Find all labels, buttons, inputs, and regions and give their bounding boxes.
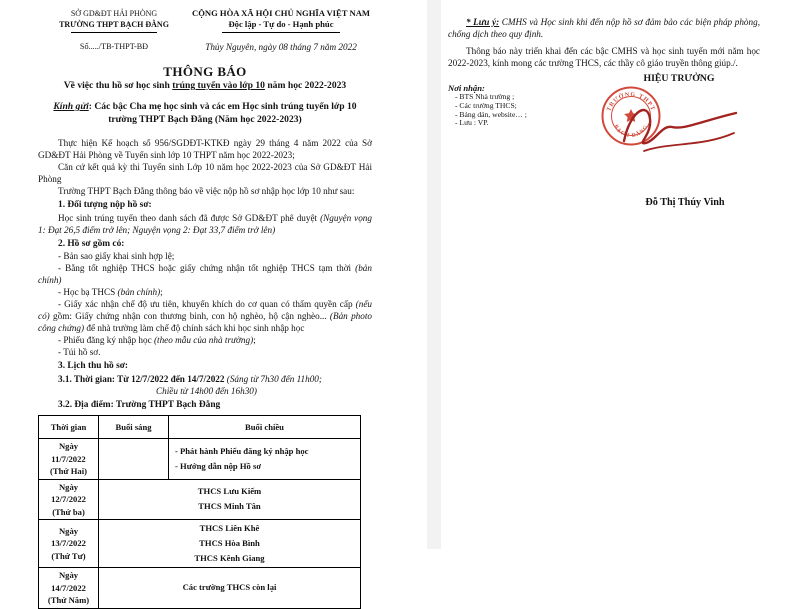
page-1 bbox=[38, 8, 372, 609]
section-2-heading: 2. Hồ sơ gồm có: bbox=[58, 238, 125, 249]
recipient-item: - Bảng dán, website… ; bbox=[455, 109, 527, 119]
recipients-block bbox=[448, 83, 527, 128]
motto-rule bbox=[222, 32, 340, 33]
document-header bbox=[38, 8, 372, 53]
org-rule bbox=[71, 32, 157, 33]
signer-title: HIỆU TRƯỞNG bbox=[643, 73, 715, 84]
national-motto: Độc lập - Tự do - Hạnh phúc bbox=[228, 19, 334, 29]
schedule-time: 3.1. Thời gian: Từ 12/7/2022 đến 14/7/2022 (Sáng từ 7h30 đến 11h00; bbox=[58, 373, 322, 384]
national-title: CỘNG HÒA XÃ HỘI CHỦ NGHĨA VIỆT NAM bbox=[191, 8, 371, 18]
page-2 bbox=[448, 14, 760, 223]
section-3-heading: 3. Lịch thu hồ sơ: bbox=[58, 361, 129, 371]
table-row: Ngày 12/7/2022 (Thứ ba) THCS Lưu Kiếm THCS Minh Tân bbox=[39, 479, 361, 520]
signature-scribble-icon bbox=[610, 95, 750, 165]
national-motto-block bbox=[190, 8, 372, 53]
schedule-table bbox=[38, 415, 361, 609]
schedule-time-2: Chiều từ 14h00 đến 16h30) bbox=[156, 385, 257, 396]
dossier-item: - Bằng tốt nghiệp THCS hoặc giấy chứng nhận tốt nghiệp THCS tạm thời (bản chính) bbox=[38, 263, 372, 285]
svg-text:BẠCH ĐẰNG: BẠCH ĐẰNG bbox=[612, 123, 650, 140]
section-1-heading: 1. Đối tượng nộp hồ sơ: bbox=[58, 200, 152, 210]
recipients-label: Nơi nhận: bbox=[448, 83, 485, 93]
closing-paragraph: Thông báo này triển khai đến các bậc CMHS và học sinh tuyển mới năm học 2022-2023, kính mong các trường THCS, các thầy cô giáo truyền thông giúp./. bbox=[448, 46, 760, 68]
col-header-morning: Buổi sáng bbox=[99, 416, 169, 439]
greeting-label: Kính gửi bbox=[53, 101, 89, 112]
table-header-row bbox=[39, 416, 361, 439]
col-header-time: Thời gian bbox=[39, 416, 99, 439]
svg-text:TRƯỜNG THPT: TRƯỜNG THPT bbox=[606, 91, 656, 113]
schedule-place: 3.2. Địa điểm: Trường THPT Bạch Đằng bbox=[58, 399, 221, 410]
note-label: * Lưu ý: bbox=[466, 17, 500, 27]
paragraph-2: Căn cứ kết quả kỳ thi Tuyển sinh Lớp 10 năm học 2022-2023 của Sở GD&ĐT Hải Phòng bbox=[38, 162, 372, 184]
document-subtitle: Về việc thu hồ sơ học sinh trúng tuyển vào lớp 10 năm học 2022-2023 bbox=[63, 80, 347, 91]
signature-area bbox=[448, 73, 760, 223]
signer-name: Đỗ Thị Thúy Vinh bbox=[645, 197, 725, 208]
dossier-item: - Túi hồ sơ. bbox=[58, 347, 101, 357]
note-paragraph: * Lưu ý: CMHS và Học sinh khi đến nộp hồ sơ đảm bảo các biện pháp phòng, chống dịch theo quy định. bbox=[448, 17, 760, 39]
table-row: Ngày 14/7/2022 (Thứ Năm) Các trường THCS còn lại bbox=[39, 568, 361, 609]
dossier-item: - Bản sao giấy khai sinh hợp lệ; bbox=[58, 251, 175, 261]
page-gap bbox=[427, 0, 441, 549]
morning-cell-empty bbox=[99, 439, 169, 480]
org-name: TRƯỜNG THPT BẠCH ĐẰNG bbox=[59, 20, 169, 29]
table-row: Ngày 13/7/2022 (Thứ Tư) THCS Liên Khê THCS Hòa Bình THCS Kênh Giang bbox=[39, 520, 361, 568]
document-title: THÔNG BÁO bbox=[163, 64, 247, 79]
section-1-body: Học sinh trúng tuyển theo danh sách đã được Sở GD&ĐT phê duyệt (Nguyện vọng 1: Đạt 26,5 điểm trở lên; Nguyện vọng 2: Đạt 33,7 điểm trở lên) bbox=[38, 212, 372, 235]
paragraph-3: Trường THPT Bạch Đằng thông báo về việc nộp hồ sơ nhập học lớp 10 như sau: bbox=[58, 186, 355, 196]
dossier-item: - Phiếu đăng ký nhập học (theo mẫu của nhà trường); bbox=[58, 335, 256, 345]
place-date: Thủy Nguyên, ngày 08 tháng 7 năm 2022 bbox=[205, 42, 357, 52]
greeting: Kính gửi: Các bậc Cha mẹ học sinh và các em Học sinh trúng tuyển lớp 10 trường THPT Bạch Đằng (Năm học 2022-2023) bbox=[53, 101, 357, 125]
recipient-item: - Các trường THCS; bbox=[455, 100, 517, 110]
document-number: Số...../TB-THPT-BĐ bbox=[79, 42, 149, 51]
org-parent: SỞ GD&ĐT HẢI PHÒNG bbox=[70, 9, 158, 18]
recipient-item: - Lưu : VP. bbox=[455, 118, 489, 128]
table-row: Ngày 11/7/2022 (Thứ Hai) - Phát hành Phiếu đăng ký nhập học - Hướng dẫn nộp Hồ sơ bbox=[39, 439, 361, 480]
dossier-item: - Học bạ THCS (bản chính); bbox=[58, 287, 163, 297]
paragraph-1: Thực hiện Kế hoạch số 956/SGDĐT-KTKĐ ngày 29 tháng 4 năm 2022 của Sở GD&ĐT Hải Phòng về Tuyển sinh lớp 10 THPT năm học 2022-2023; bbox=[38, 138, 372, 160]
dossier-item: - Giấy xác nhận chế độ ưu tiên, khuyến khích do cơ quan có thẩm quyền cấp (nếu có) gồm: Giấy chứng nhận con thương binh, con hộ nghèo, hộ cận nghèo... (Bản photo công chứng) để nhà trường làm chế độ chính sách khi học sinh nhập học bbox=[38, 299, 372, 333]
recipient-item: - BTS Nhà trường ; bbox=[455, 92, 515, 101]
col-header-afternoon: Buổi chiều bbox=[169, 416, 361, 439]
issuing-org-block bbox=[38, 8, 190, 53]
